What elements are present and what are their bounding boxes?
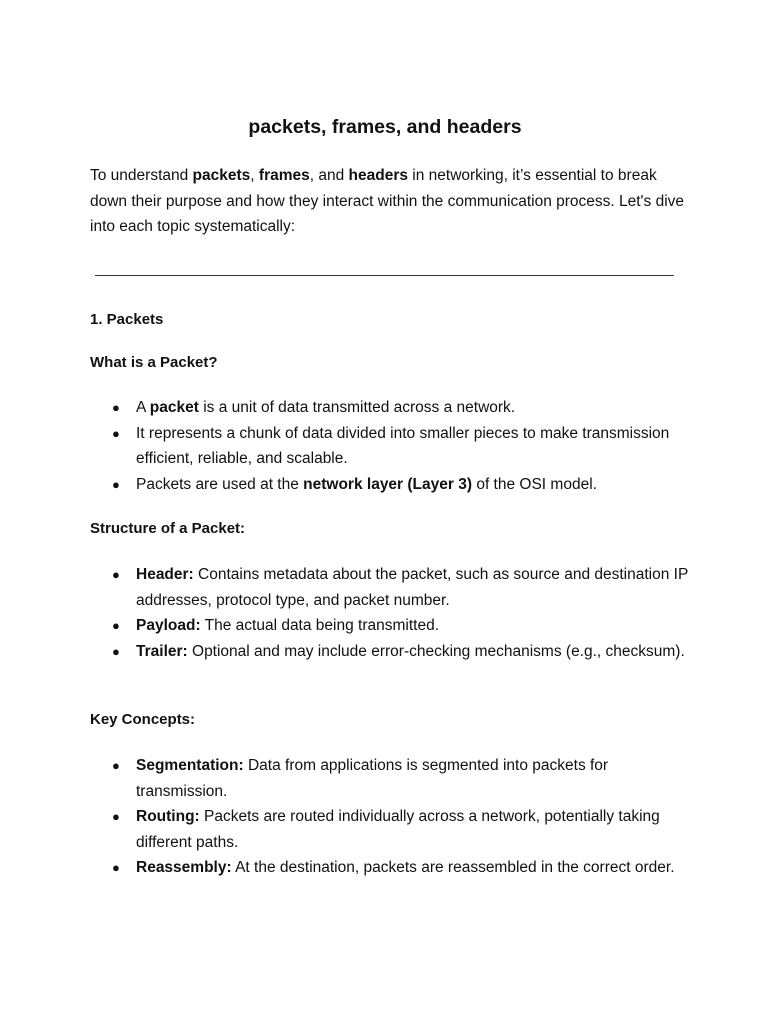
intro-bold-packets: packets	[192, 167, 251, 184]
subheading-what-is-packet: What is a Packet?	[90, 354, 218, 371]
bullet-icon: ●	[112, 758, 120, 773]
intro-text-3: , and	[309, 167, 349, 184]
item-text: of the OSI model.	[472, 475, 597, 493]
list-item	[90, 804, 690, 855]
item-text: Optional and may include error-checking mechanisms (e.g., checksum).	[187, 642, 685, 660]
section-heading-packets: 1. Packets	[90, 311, 164, 328]
intro-bold-headers: headers	[348, 167, 408, 184]
item-text: It represents a chunk of data divided into smaller pieces to make transmission efficient, reliable, and scalable.	[136, 424, 670, 467]
structure-list	[90, 562, 690, 664]
list-item	[90, 472, 690, 498]
bullet-icon: ●	[112, 618, 120, 633]
list-item	[90, 562, 690, 613]
list-item	[90, 613, 690, 639]
bullet-icon: ●	[112, 643, 120, 659]
item-text: Data from applications is segmented into packets for transmission.	[136, 757, 609, 800]
bullet-icon: ●	[112, 567, 120, 582]
item-bold: Trailer:	[136, 642, 188, 660]
list-item	[90, 855, 690, 881]
item-bold: Reassembly:	[136, 859, 232, 876]
item-text: At the destination, packets are reassembled in the correct order.	[231, 859, 675, 876]
bullet-icon: ●	[112, 425, 120, 441]
item-bold: network layer (Layer 3)	[303, 475, 473, 493]
item-bold: Segmentation:	[136, 757, 244, 774]
item-text: A	[136, 399, 150, 416]
intro-paragraph	[90, 163, 690, 240]
item-text: Contains metadata about the packet, such as source and destination IP addresses, protocol type, and packet number.	[136, 566, 689, 609]
page-title: packets, frames, and headers	[248, 116, 522, 138]
intro-bold-frames: frames	[258, 167, 310, 184]
list-item	[90, 639, 690, 665]
what-is-packet-list	[90, 395, 690, 497]
bullet-icon: ●	[112, 400, 120, 415]
item-text: The actual data being transmitted.	[200, 617, 439, 634]
horizontal-divider	[95, 275, 674, 276]
list-item	[90, 421, 690, 472]
item-text: Packets are used at the	[136, 475, 304, 493]
intro-text-1: To understand	[90, 167, 193, 184]
item-text: is a unit of data transmitted across a network.	[198, 399, 516, 416]
bullet-icon: ●	[112, 476, 120, 492]
item-bold: Payload:	[136, 617, 201, 634]
subheading-structure: Structure of a Packet:	[90, 520, 246, 537]
item-bold: packet	[149, 399, 199, 416]
bullet-icon: ●	[112, 860, 120, 875]
intro-text-4: in networking, it’s essential to break down their purpose and how they interact within the communication process. Let's dive into each topic systematically:	[90, 167, 685, 235]
bullet-icon: ●	[112, 809, 120, 824]
intro-text-2: ,	[250, 167, 259, 184]
list-item	[90, 395, 690, 421]
subheading-key-concepts: Key Concepts:	[90, 711, 196, 728]
item-text: Packets are routed individually across a network, potentially taking different paths.	[136, 808, 660, 851]
item-bold: Header:	[136, 566, 194, 583]
key-concepts-list	[90, 753, 690, 881]
list-item	[90, 753, 690, 804]
item-bold: Routing:	[136, 808, 200, 825]
